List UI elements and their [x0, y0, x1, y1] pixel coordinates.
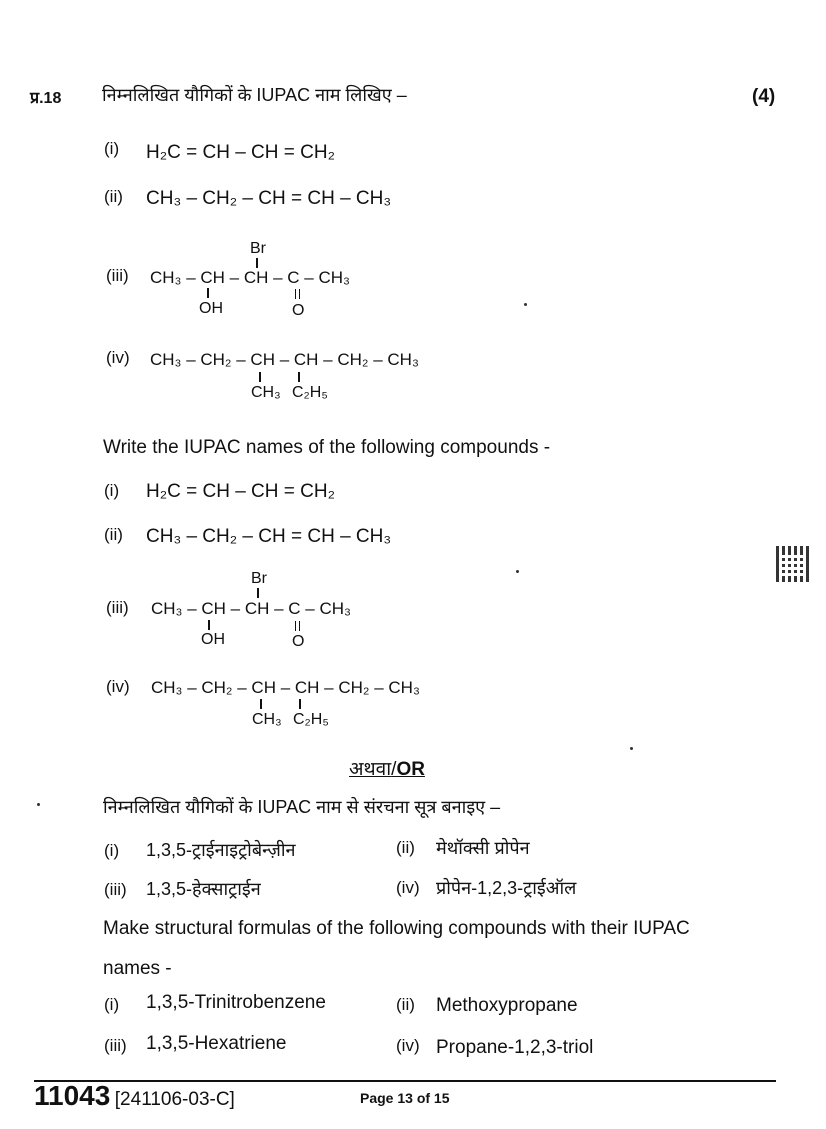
page-number: Page 13 of 15 — [360, 1090, 450, 1106]
oxo-substituent: O — [292, 302, 305, 319]
or-instruction-english-line2: names - — [103, 958, 172, 979]
english-compound-ii: Methoxypropane — [436, 995, 578, 1016]
item-label: (ii) — [396, 995, 415, 1014]
item-label: (i) — [104, 481, 120, 500]
english-compound-i: 1,3,5-Trinitrobenzene — [146, 992, 326, 1013]
hindi-compound-ii: मेथॉक्सी प्रोपेन — [436, 838, 530, 858]
main-chain: CH₃ – CH – CH – C – CH₃ — [151, 599, 351, 618]
ethyl-substituent: C₂H₅ — [292, 384, 328, 401]
oh-substituent: OH — [199, 300, 223, 317]
item-label: (ii) — [396, 838, 415, 857]
qr-code-icon — [776, 546, 812, 582]
br-substituent: Br — [251, 570, 267, 587]
main-chain: CH₃ – CH₂ – CH – CH – CH₂ – CH₃ — [151, 678, 420, 697]
marks: (4) — [752, 86, 776, 107]
english-compound-iii: 1,3,5-Hexatriene — [146, 1033, 287, 1054]
footer-code — [34, 1080, 235, 1112]
instruction-english: Write the IUPAC names of the following compounds - — [103, 437, 551, 458]
or-instruction-hindi: निम्नलिखित यौगिकों के IUPAC नाम से संरचना सूत्र बनाइए – — [103, 797, 501, 817]
hindi-compound-iii: 1,3,5-हेक्साट्राईन — [146, 879, 261, 899]
item-label: (iv) — [106, 348, 130, 367]
item-label: (iii) — [106, 598, 129, 617]
main-chain: CH₃ – CH₂ – CH – CH – CH₂ – CH₃ — [150, 350, 419, 369]
paper-code: 11043 — [34, 1080, 111, 1111]
formula-ii: CH₃ – CH₂ – CH = CH – CH₃ — [146, 188, 392, 209]
oxo-substituent: O — [292, 633, 305, 650]
item-label: (iv) — [106, 677, 130, 696]
instruction-hindi: निम्नलिखित यौगिकों के IUPAC नाम लिखिए – — [102, 85, 407, 105]
methyl-substituent: CH₃ — [251, 384, 281, 401]
or-instruction-english-line1: Make structural formulas of the following compounds with their IUPAC — [103, 918, 690, 939]
or-heading-english: OR — [396, 759, 425, 780]
item-label: (i) — [104, 139, 120, 158]
paper-id: [241106-03-C] — [114, 1089, 235, 1110]
item-label: (iv) — [396, 1036, 420, 1055]
item-label: (iii) — [104, 1036, 127, 1055]
or-heading — [349, 755, 425, 781]
br-substituent: Br — [250, 240, 266, 257]
hindi-compound-iv: प्रोपेन-1,2,3-ट्राईऑल — [436, 878, 577, 898]
hindi-compound-i: 1,3,5-ट्राईनाइट्रोबेन्ज़ीन — [146, 840, 296, 860]
main-chain: CH₃ – CH – CH – C – CH₃ — [150, 268, 350, 287]
or-heading-separator: / — [391, 759, 397, 780]
ethyl-substituent: C₂H₅ — [293, 711, 329, 728]
item-label: (ii) — [104, 525, 123, 544]
item-label: (iv) — [396, 878, 420, 897]
item-label: (iii) — [106, 266, 129, 285]
english-compound-iv: Propane-1,2,3-triol — [436, 1037, 594, 1058]
formula-i: H₂C = CH – CH = CH₂ — [146, 142, 335, 163]
item-label: (iii) — [104, 880, 127, 899]
formula-i-en: H₂C = CH – CH = CH₂ — [146, 481, 335, 502]
or-heading-hindi: अथवा — [349, 759, 392, 780]
formula-ii-en: CH₃ – CH₂ – CH = CH – CH₃ — [146, 526, 392, 547]
oh-substituent: OH — [201, 631, 225, 648]
item-label: (i) — [104, 841, 120, 860]
methyl-substituent: CH₃ — [252, 711, 282, 728]
item-label: (i) — [104, 995, 120, 1014]
item-label: (ii) — [104, 187, 123, 206]
question-number: प्र.18 — [30, 90, 62, 107]
